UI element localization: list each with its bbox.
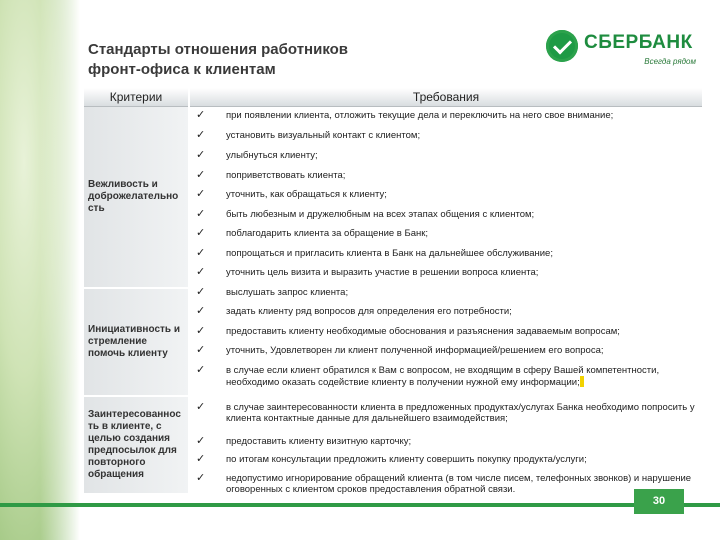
list-item [190, 342, 702, 362]
criteria-label: Вежливость и доброжелательно сть [88, 179, 179, 214]
requirement-text: предоставить клиенту необходимые обоснования и разъяснения задаваемым вопросам; [226, 326, 620, 337]
checkmark-icon: ✓ [196, 227, 206, 239]
text-cursor-marker [580, 376, 584, 387]
requirement-text: уточнить, как обращаться к клиенту; [226, 189, 387, 200]
requirement-text: уточнить, Удовлетворен ли клиент полученной информацией/решением его вопроса; [226, 345, 604, 356]
list-item [190, 264, 702, 284]
requirement-text: при появлении клиента, отложить текущие дела и переключить на него свое внимание; [226, 110, 614, 121]
logo-slogan: Всегда рядом [644, 57, 696, 66]
list-item [190, 303, 702, 323]
checkmark-icon: ✓ [196, 364, 206, 376]
checkmark-icon: ✓ [196, 208, 206, 220]
requirement-text: в случае заинтересованности клиента в предложенных продуктах/услугах Банка необходимо попросить у клиента контактные данные для дальнейшего взаимодействия; [226, 402, 695, 424]
criteria-cell-politeness [84, 107, 188, 287]
criteria-cell-initiative [84, 289, 188, 395]
list-item [190, 245, 702, 264]
list-item [190, 470, 702, 498]
requirement-text: быть любезным и дружелюбным на всех этапах общения с клиентом; [226, 209, 535, 220]
page-number: 30 [634, 489, 684, 514]
checkmark-icon: ✓ [196, 344, 206, 356]
list-item [190, 399, 702, 433]
page-title-line-1: Стандарты отношения работников [88, 41, 349, 58]
requirement-text: установить визуальный контакт с клиентом; [226, 130, 421, 141]
page-title [88, 40, 448, 80]
criteria-label: Заинтересованнос ть в клиенте, с целью создания предпосылок для повторного обращения [88, 409, 181, 480]
list-item [190, 167, 702, 186]
list-item [190, 284, 702, 303]
checkmark-icon: ✓ [196, 188, 206, 200]
checkmark-icon: ✓ [196, 325, 206, 337]
list-item [190, 451, 702, 470]
checkmark-icon: ✓ [196, 109, 206, 121]
checkmark-icon: ✓ [196, 286, 206, 298]
checkmark-icon: ✓ [196, 129, 206, 141]
list-item [190, 362, 702, 399]
column-header-requirements: Требования [190, 88, 702, 107]
list-item [190, 433, 702, 451]
requirement-text: улыбнуться клиенту; [226, 150, 318, 161]
list-item [190, 206, 702, 225]
requirement-text: уточнить цель визита и выразить участие в решении вопроса клиента; [226, 267, 539, 278]
checkmark-icon: ✓ [196, 401, 206, 413]
checkmark-icon: ✓ [196, 247, 206, 259]
requirement-text-content: в случае если клиент обратился к Вам с вопросом, не входящим в сферу Вашей компетентности, необходимо оказать содействие клиенту в получении нужной ему информации; [226, 365, 660, 388]
checkmark-icon: ✓ [196, 169, 206, 181]
requirement-text: поблагодарить клиента за обращение в Банк; [226, 228, 429, 239]
list-item [190, 225, 702, 245]
checkmark-icon: ✓ [196, 305, 206, 317]
checkmark-icon: ✓ [196, 435, 206, 447]
checkmark-icon: ✓ [196, 472, 206, 484]
requirement-text: по итогам консультации предложить клиенту совершить покупку продукта/услуги; [226, 454, 587, 465]
list-item [190, 323, 702, 342]
criteria-cell-interest [84, 397, 188, 493]
page-title-line-2: фронт-офиса к клиентам [88, 61, 276, 78]
requirement-text: задать клиенту ряд вопросов для определения его потребности; [226, 306, 512, 317]
requirement-text [226, 365, 700, 388]
criteria-label: Инициативность и стремление помочь клиенту [88, 324, 180, 359]
requirements-list [190, 107, 702, 498]
requirement-text: выслушать запрос клиента; [226, 287, 349, 298]
requirement-text: недопустимо игнорирование обращений клиента (в том числе писем, телефонных звонков) и нарушение оговоренных с клиентом сроков предоставления обратной связи. [226, 473, 692, 495]
logo-name: СБЕРБАНК [584, 32, 693, 53]
column-header-criteria: Критерии [84, 88, 188, 107]
list-item [190, 127, 702, 147]
decorative-leaf-background [0, 0, 80, 540]
requirement-text: попрощаться и пригласить клиента в Банк на дальнейшее обслуживание; [226, 248, 553, 259]
checkmark-icon: ✓ [196, 266, 206, 278]
requirement-text: поприветствовать клиента; [226, 170, 346, 181]
sberbank-check-icon [546, 30, 578, 62]
list-item [190, 107, 702, 127]
list-item [190, 147, 702, 167]
checkmark-icon: ✓ [196, 149, 206, 161]
footer-green-band [0, 503, 720, 507]
list-item [190, 186, 702, 206]
requirement-text: предоставить клиенту визитную карточку; [226, 436, 412, 447]
sberbank-logo [546, 30, 696, 70]
checkmark-icon: ✓ [196, 453, 206, 465]
